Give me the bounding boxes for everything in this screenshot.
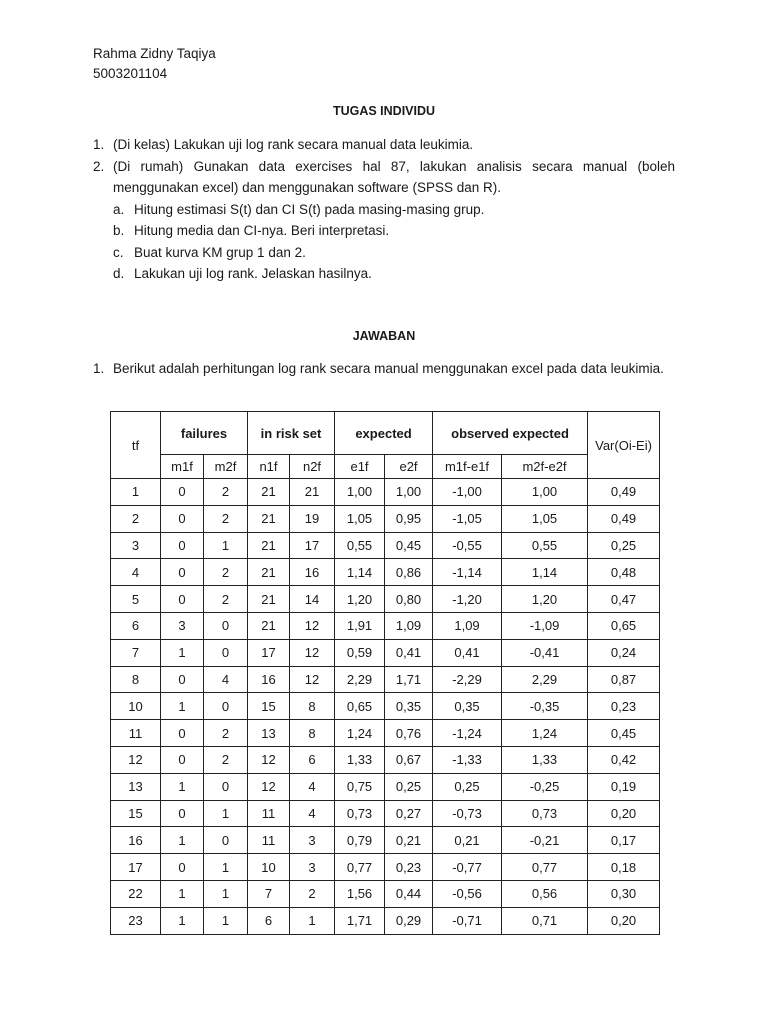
table-cell: 21 — [248, 586, 290, 613]
table-cell: 0 — [161, 505, 204, 532]
table-row — [111, 559, 660, 586]
table-cell: -0,41 — [502, 639, 588, 666]
table-cell: 1 — [161, 907, 204, 934]
table-cell: 0 — [161, 746, 204, 773]
subtask-item — [93, 242, 675, 264]
table-cell: 10 — [248, 854, 290, 881]
table-cell: 1,20 — [335, 586, 385, 613]
table-row — [111, 612, 660, 639]
table-cell: 15 — [248, 693, 290, 720]
table-cell: 1,20 — [502, 586, 588, 613]
table-cell: 1,33 — [502, 746, 588, 773]
table-cell: 0,21 — [385, 827, 433, 854]
table-cell: 2,29 — [502, 666, 588, 693]
table-cell: 2 — [204, 479, 248, 506]
answer-item — [93, 358, 675, 380]
table-cell: 1,33 — [335, 746, 385, 773]
table-row — [111, 505, 660, 532]
answer-title: JAWABAN — [352, 329, 416, 343]
table-row — [111, 907, 660, 934]
table-cell: 12 — [290, 639, 335, 666]
table-cell: 0,17 — [588, 827, 660, 854]
table-cell: -1,00 — [433, 479, 502, 506]
table-cell: 0 — [204, 639, 248, 666]
table-cell: 3 — [161, 612, 204, 639]
header-risk-set: in risk set — [248, 412, 335, 455]
table-cell: 0,25 — [385, 773, 433, 800]
table-cell: 1 — [161, 639, 204, 666]
table-cell: 16 — [111, 827, 161, 854]
table-cell: 1,24 — [335, 720, 385, 747]
table-cell: 4 — [290, 800, 335, 827]
table-cell: 0,48 — [588, 559, 660, 586]
table-cell: 1 — [111, 479, 161, 506]
table-cell: 0,49 — [588, 479, 660, 506]
table-cell: 2 — [204, 559, 248, 586]
table-cell: -0,55 — [433, 532, 502, 559]
table-cell: 21 — [248, 559, 290, 586]
table-row — [111, 666, 660, 693]
task-item — [93, 156, 675, 199]
table-cell: 0,56 — [502, 880, 588, 907]
table-cell: 0,75 — [335, 773, 385, 800]
table-cell: 0,20 — [588, 907, 660, 934]
table-cell: 0,73 — [502, 800, 588, 827]
subtask-letter: b. — [113, 223, 125, 238]
table-cell: 0,73 — [335, 800, 385, 827]
table-cell: 21 — [248, 479, 290, 506]
subheader-m1f: m1f — [161, 455, 204, 479]
table-cell: 2 — [204, 720, 248, 747]
table-cell: 17 — [111, 854, 161, 881]
table-cell: 12 — [290, 666, 335, 693]
table-cell: -0,25 — [502, 773, 588, 800]
table-cell: 1 — [204, 854, 248, 881]
table-cell: 11 — [111, 720, 161, 747]
table-cell: -1,14 — [433, 559, 502, 586]
table-cell: -1,09 — [502, 612, 588, 639]
header-expected: expected — [335, 412, 433, 455]
table-cell: 0 — [204, 693, 248, 720]
table-cell: 0,55 — [502, 532, 588, 559]
subtask-text: Hitung media dan CI-nya. Beri interpretasi. — [134, 223, 390, 238]
table-cell: 0,76 — [385, 720, 433, 747]
table-cell: 0,55 — [335, 532, 385, 559]
table-cell: 1 — [161, 880, 204, 907]
table-cell: -1,24 — [433, 720, 502, 747]
table-cell: 0 — [161, 586, 204, 613]
table-cell: 11 — [248, 800, 290, 827]
table-cell: 21 — [248, 505, 290, 532]
table-row — [111, 639, 660, 666]
table-cell: 3 — [290, 854, 335, 881]
table-cell: 1 — [161, 827, 204, 854]
table-cell: -0,56 — [433, 880, 502, 907]
table-cell: 16 — [290, 559, 335, 586]
subtask-text: Hitung estimasi S(t) dan CI S(t) pada masing-masing grup. — [134, 201, 485, 217]
table-body — [111, 479, 660, 935]
table-cell: 4 — [111, 559, 161, 586]
table-row — [111, 586, 660, 613]
table-row — [111, 479, 660, 506]
table-cell: 1,00 — [502, 479, 588, 506]
subtask-item — [93, 220, 675, 242]
table-cell: 3 — [111, 532, 161, 559]
table-cell: 0,23 — [385, 854, 433, 881]
table-cell: 0,77 — [335, 854, 385, 881]
answer-number: 1. — [93, 361, 105, 376]
table-cell: 1 — [204, 532, 248, 559]
table-cell: 8 — [111, 666, 161, 693]
table-cell: 1 — [161, 693, 204, 720]
header-variance: Var(Oi-Ei) — [588, 412, 660, 479]
table-cell: 13 — [248, 720, 290, 747]
task-text: (Di rumah) Gunakan data exercises hal 87, lakukan analisis secara manual (boleh menggunakan excel) dan menggunakan software (SPSS dan R). — [113, 158, 675, 195]
table-cell: 13 — [111, 773, 161, 800]
table-cell: 2,29 — [335, 666, 385, 693]
table-row — [111, 827, 660, 854]
table-cell: 1,71 — [385, 666, 433, 693]
table-cell: 1 — [290, 907, 335, 934]
header-observed-expected: observed expected — [433, 412, 588, 455]
table-cell: 7 — [111, 639, 161, 666]
table-cell: 22 — [111, 880, 161, 907]
log-rank-table — [110, 411, 660, 935]
subheader-m2f-e2f: m2f-e2f — [502, 455, 588, 479]
subtask-text: Buat kurva KM grup 1 dan 2. — [134, 244, 306, 260]
task-number: 1. — [93, 137, 105, 152]
table-cell: -0,21 — [502, 827, 588, 854]
table-cell: 0,25 — [588, 532, 660, 559]
table-cell: 1,56 — [335, 880, 385, 907]
table-cell: 1 — [204, 800, 248, 827]
table-cell: 0 — [161, 479, 204, 506]
table-cell: 4 — [204, 666, 248, 693]
table-cell: 0,44 — [385, 880, 433, 907]
subheader-m1f-e1f: m1f-e1f — [433, 455, 502, 479]
answer-text: Berikut adalah perhitungan log rank secara manual menggunakan excel pada data leukimia. — [113, 361, 664, 376]
table-cell: 14 — [290, 586, 335, 613]
subtask-letter: a. — [113, 201, 125, 217]
table-cell: 0,21 — [433, 827, 502, 854]
table-cell: -1,33 — [433, 746, 502, 773]
header-tf: tf — [111, 412, 161, 479]
table-cell: 21 — [290, 479, 335, 506]
answer-list — [93, 358, 675, 380]
table-cell: 2 — [111, 505, 161, 532]
table-cell: 1 — [204, 880, 248, 907]
table-cell: 2 — [204, 586, 248, 613]
table-cell: 8 — [290, 693, 335, 720]
table-row — [111, 880, 660, 907]
table-cell: 0,86 — [385, 559, 433, 586]
table-cell: 0 — [161, 800, 204, 827]
subtask-text: Lakukan uji log rank. Jelaskan hasilnya. — [134, 266, 372, 281]
table-cell: 3 — [290, 827, 335, 854]
table-cell: 8 — [290, 720, 335, 747]
task-list — [93, 134, 675, 285]
subheader-e1f: e1f — [335, 455, 385, 479]
table-cell: 11 — [248, 827, 290, 854]
subtask-item — [93, 263, 675, 285]
table-cell: 0,29 — [385, 907, 433, 934]
table-cell: 0,35 — [433, 693, 502, 720]
table-cell: 1,09 — [433, 612, 502, 639]
table-cell: 1,05 — [502, 505, 588, 532]
table-cell: 0 — [161, 720, 204, 747]
table-cell: 0 — [204, 612, 248, 639]
table-cell: 21 — [248, 612, 290, 639]
table-cell: 0,49 — [588, 505, 660, 532]
table-cell: 0,77 — [502, 854, 588, 881]
table-cell: 17 — [248, 639, 290, 666]
table-row — [111, 800, 660, 827]
author-id: 5003201104 — [93, 66, 168, 81]
table-cell: 0,42 — [588, 746, 660, 773]
table-cell: 19 — [290, 505, 335, 532]
table-cell: 0,35 — [385, 693, 433, 720]
task-text: (Di kelas) Lakukan uji log rank secara manual data leukimia. — [113, 137, 474, 152]
table-cell: 0,67 — [385, 746, 433, 773]
table-cell: 16 — [248, 666, 290, 693]
table-cell: 1,05 — [335, 505, 385, 532]
table-cell: 4 — [290, 773, 335, 800]
table-cell: -1,05 — [433, 505, 502, 532]
table-cell: -0,73 — [433, 800, 502, 827]
subtask-letter: c. — [113, 244, 124, 260]
table-cell: -0,71 — [433, 907, 502, 934]
table-cell: 5 — [111, 586, 161, 613]
table-cell: 0,30 — [588, 880, 660, 907]
table-cell: 0,19 — [588, 773, 660, 800]
table-cell: 6 — [111, 612, 161, 639]
table-cell: 0,59 — [335, 639, 385, 666]
table-cell: 2 — [204, 505, 248, 532]
table-cell: 0,41 — [433, 639, 502, 666]
table-cell: 0,87 — [588, 666, 660, 693]
subheader-m2f: m2f — [204, 455, 248, 479]
task-number: 2. — [93, 158, 105, 174]
table-cell: 1,00 — [335, 479, 385, 506]
table-cell: 12 — [290, 612, 335, 639]
table-cell: 12 — [111, 746, 161, 773]
table-cell: 1,71 — [335, 907, 385, 934]
table-cell: 0 — [161, 559, 204, 586]
table-cell: 0,65 — [588, 612, 660, 639]
table-cell: 10 — [111, 693, 161, 720]
table-cell: 0,71 — [502, 907, 588, 934]
table-cell: 0,24 — [588, 639, 660, 666]
table-cell: 2 — [290, 880, 335, 907]
header-failures: failures — [161, 412, 248, 455]
table-cell: 12 — [248, 746, 290, 773]
table-cell: 0 — [204, 773, 248, 800]
table-cell: 23 — [111, 907, 161, 934]
table-cell: 0,23 — [588, 693, 660, 720]
table-row — [111, 773, 660, 800]
table-cell: 1,14 — [502, 559, 588, 586]
table-cell: 6 — [290, 746, 335, 773]
table-cell: 0,65 — [335, 693, 385, 720]
table-cell: 1,24 — [502, 720, 588, 747]
task-title: TUGAS INDIVIDU — [332, 104, 436, 118]
table-row — [111, 693, 660, 720]
table-row — [111, 720, 660, 747]
table-cell: -0,77 — [433, 854, 502, 881]
table-cell: 0 — [204, 827, 248, 854]
table-cell: 0 — [161, 666, 204, 693]
table-cell: 7 — [248, 880, 290, 907]
table-cell: 2 — [204, 746, 248, 773]
table-cell: -0,35 — [502, 693, 588, 720]
table-cell: -2,29 — [433, 666, 502, 693]
table-cell: 1,14 — [335, 559, 385, 586]
subtask-item — [93, 199, 675, 221]
table-cell: 0,80 — [385, 586, 433, 613]
author-block — [93, 44, 216, 84]
table-cell: 1 — [161, 773, 204, 800]
table-cell: 0 — [161, 854, 204, 881]
subtask-letter: d. — [113, 266, 125, 281]
table-cell: -1,20 — [433, 586, 502, 613]
table-cell: 1,00 — [385, 479, 433, 506]
table-cell: 0 — [161, 532, 204, 559]
table-row — [111, 532, 660, 559]
table-cell: 6 — [248, 907, 290, 934]
author-name: Rahma Zidny Taqiya — [93, 46, 216, 61]
table-cell: 0,95 — [385, 505, 433, 532]
subheader-e2f: e2f — [385, 455, 433, 479]
table-cell: 21 — [248, 532, 290, 559]
table-cell: 0,25 — [433, 773, 502, 800]
table-cell: 0,45 — [588, 720, 660, 747]
table-cell: 0,41 — [385, 639, 433, 666]
table-cell: 1,91 — [335, 612, 385, 639]
table-cell: 15 — [111, 800, 161, 827]
task-item — [93, 134, 675, 156]
table-cell: 17 — [290, 532, 335, 559]
table-cell: 0,79 — [335, 827, 385, 854]
table-cell: 12 — [248, 773, 290, 800]
table-cell: 1,09 — [385, 612, 433, 639]
subheader-n1f: n1f — [248, 455, 290, 479]
table-row — [111, 854, 660, 881]
table-cell: 0,27 — [385, 800, 433, 827]
table-cell: 0,20 — [588, 800, 660, 827]
table-cell: 0,45 — [385, 532, 433, 559]
subheader-n2f: n2f — [290, 455, 335, 479]
table-cell: 0,47 — [588, 586, 660, 613]
table-cell: 0,18 — [588, 854, 660, 881]
table-row — [111, 746, 660, 773]
table-cell: 1 — [204, 907, 248, 934]
